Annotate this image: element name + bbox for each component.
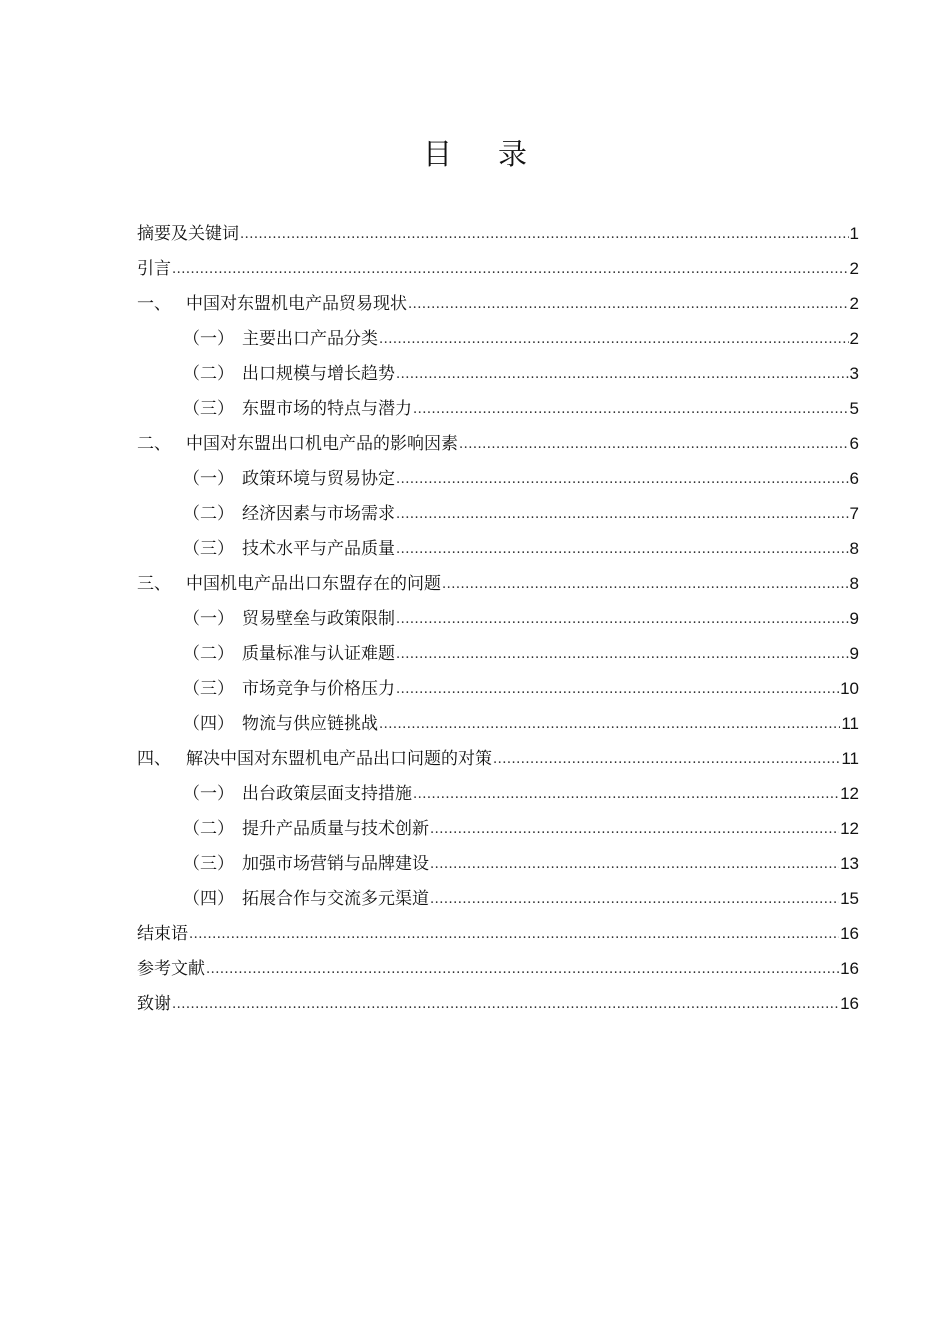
dot-leader — [408, 287, 849, 322]
toc-entry-abstract[interactable] — [137, 216, 859, 251]
toc-entry-number: （一） — [183, 469, 234, 489]
toc-page-number: 16 — [840, 924, 859, 943]
toc-entry-label: 致谢 — [137, 994, 171, 1014]
toc-entry-section-3-1[interactable] — [137, 601, 859, 636]
toc-entry-section-4-3[interactable] — [137, 846, 859, 881]
toc-page-number: 13 — [840, 854, 859, 873]
dot-leader — [493, 742, 840, 777]
toc-entry-label: 中国机电产品出口东盟存在的问题 — [186, 574, 441, 594]
toc-entry-number: （三） — [183, 399, 234, 419]
toc-entry-number: 一、 — [137, 294, 171, 314]
toc-entry-number: （二） — [183, 364, 234, 384]
toc-entry-label: 技术水平与产品质量 — [242, 539, 395, 559]
toc-page-number: 9 — [849, 644, 859, 663]
toc-entry-label: 市场竞争与价格压力 — [242, 679, 395, 699]
toc-page-number: 12 — [840, 784, 859, 803]
title-char-right: 录 — [498, 137, 528, 171]
toc-entry-section-2-3[interactable] — [137, 531, 859, 566]
dot-leader — [396, 497, 849, 532]
dot-leader — [396, 532, 849, 567]
table-of-contents — [137, 216, 859, 1021]
toc-entry-number: （四） — [183, 889, 234, 909]
title-char-left: 目 — [422, 137, 452, 171]
toc-entry-references[interactable] — [137, 951, 859, 986]
toc-page-number: 8 — [849, 574, 859, 593]
toc-entry-label: 贸易壁垒与政策限制 — [242, 609, 395, 629]
dot-leader — [396, 637, 849, 672]
dot-leader — [459, 427, 849, 462]
toc-page-number: 3 — [849, 364, 859, 383]
toc-entry-section-4-1[interactable] — [137, 776, 859, 811]
toc-entry-number: （二） — [183, 819, 234, 839]
toc-entry-section-2-1[interactable] — [137, 461, 859, 496]
toc-entry-label: 出台政策层面支持措施 — [242, 784, 412, 804]
toc-entry-section-1-2[interactable] — [137, 356, 859, 391]
toc-entry-section-1-1[interactable] — [137, 321, 859, 356]
toc-entry-number: （三） — [183, 854, 234, 874]
toc-entry-number: （二） — [183, 644, 234, 664]
toc-entry-label: 政策环境与贸易协定 — [242, 469, 395, 489]
toc-entry-number: （三） — [183, 679, 234, 699]
toc-entry-label: 引言 — [137, 259, 171, 279]
toc-entry-label: 中国对东盟出口机电产品的影响因素 — [186, 434, 458, 454]
dot-leader — [430, 812, 839, 847]
dot-leader — [396, 357, 849, 392]
dot-leader — [430, 882, 839, 917]
dot-leader — [396, 462, 849, 497]
toc-page-number: 16 — [840, 959, 859, 978]
toc-entry-chapter-2[interactable] — [137, 426, 859, 461]
toc-entry-label: 参考文献 — [137, 959, 205, 979]
dot-leader — [379, 322, 849, 357]
toc-entry-chapter-4[interactable] — [137, 741, 859, 776]
toc-page-number: 2 — [849, 259, 859, 278]
toc-page-number: 11 — [841, 714, 859, 733]
dot-leader — [413, 777, 839, 812]
toc-entry-section-3-2[interactable] — [137, 636, 859, 671]
toc-page-number: 9 — [849, 609, 859, 628]
toc-entry-label: 提升产品质量与技术创新 — [242, 819, 429, 839]
toc-entry-section-3-3[interactable] — [137, 671, 859, 706]
toc-page-number: 7 — [849, 504, 859, 523]
dot-leader — [189, 917, 839, 952]
toc-entry-label: 解决中国对东盟机电产品出口问题的对策 — [186, 749, 492, 769]
toc-page-number: 6 — [849, 469, 859, 488]
dot-leader — [442, 567, 849, 602]
toc-entry-section-4-2[interactable] — [137, 811, 859, 846]
toc-entry-number: （一） — [183, 784, 234, 804]
dot-leader — [172, 252, 849, 287]
dot-leader — [396, 602, 849, 637]
toc-entry-section-2-2[interactable] — [137, 496, 859, 531]
toc-page-number: 6 — [849, 434, 859, 453]
toc-entry-label: 加强市场营销与品牌建设 — [242, 854, 429, 874]
toc-entry-section-3-4[interactable] — [137, 706, 859, 741]
toc-entry-number: （一） — [183, 329, 234, 349]
toc-page-number: 16 — [840, 994, 859, 1013]
toc-entry-acknowledgements[interactable] — [137, 986, 859, 1021]
toc-entry-label: 经济因素与市场需求 — [242, 504, 395, 524]
toc-entry-number: （四） — [183, 714, 234, 734]
toc-page-number: 10 — [840, 679, 859, 698]
toc-page-number: 12 — [840, 819, 859, 838]
toc-page-number: 15 — [840, 889, 859, 908]
dot-leader — [379, 707, 840, 742]
toc-entry-label: 中国对东盟机电产品贸易现状 — [186, 294, 407, 314]
dot-leader — [413, 392, 849, 427]
toc-entry-conclusion[interactable] — [137, 916, 859, 951]
toc-page-number: 5 — [849, 399, 859, 418]
page-title — [0, 132, 950, 176]
toc-page-number: 1 — [849, 224, 859, 243]
toc-entry-chapter-3[interactable] — [137, 566, 859, 601]
toc-entry-section-1-3[interactable] — [137, 391, 859, 426]
dot-leader — [206, 952, 839, 987]
toc-entry-number: 三、 — [137, 574, 171, 594]
toc-entry-introduction[interactable] — [137, 251, 859, 286]
dot-leader — [430, 847, 839, 882]
toc-entry-number: （二） — [183, 504, 234, 524]
toc-entry-label: 结束语 — [137, 924, 188, 944]
toc-entry-label: 主要出口产品分类 — [242, 329, 378, 349]
toc-entry-section-4-4[interactable] — [137, 881, 859, 916]
toc-entry-label: 东盟市场的特点与潜力 — [242, 399, 412, 419]
toc-entry-label: 物流与供应链挑战 — [242, 714, 378, 734]
toc-entry-label: 拓展合作与交流多元渠道 — [242, 889, 429, 909]
toc-entry-number: （一） — [183, 609, 234, 629]
dot-leader — [240, 217, 849, 252]
toc-entry-label: 质量标准与认证难题 — [242, 644, 395, 664]
toc-entry-number: 四、 — [137, 749, 171, 769]
dot-leader — [396, 672, 839, 707]
toc-page-number: 2 — [849, 329, 859, 348]
toc-page-number: 8 — [849, 539, 859, 558]
toc-entry-label: 摘要及关键词 — [137, 224, 239, 244]
dot-leader — [172, 987, 839, 1022]
toc-page-number: 2 — [849, 294, 859, 313]
toc-entry-label: 出口规模与增长趋势 — [242, 364, 395, 384]
toc-entry-chapter-1[interactable] — [137, 286, 859, 321]
toc-entry-number: 二、 — [137, 434, 171, 454]
toc-page-number: 11 — [841, 749, 859, 768]
toc-entry-number: （三） — [183, 539, 234, 559]
